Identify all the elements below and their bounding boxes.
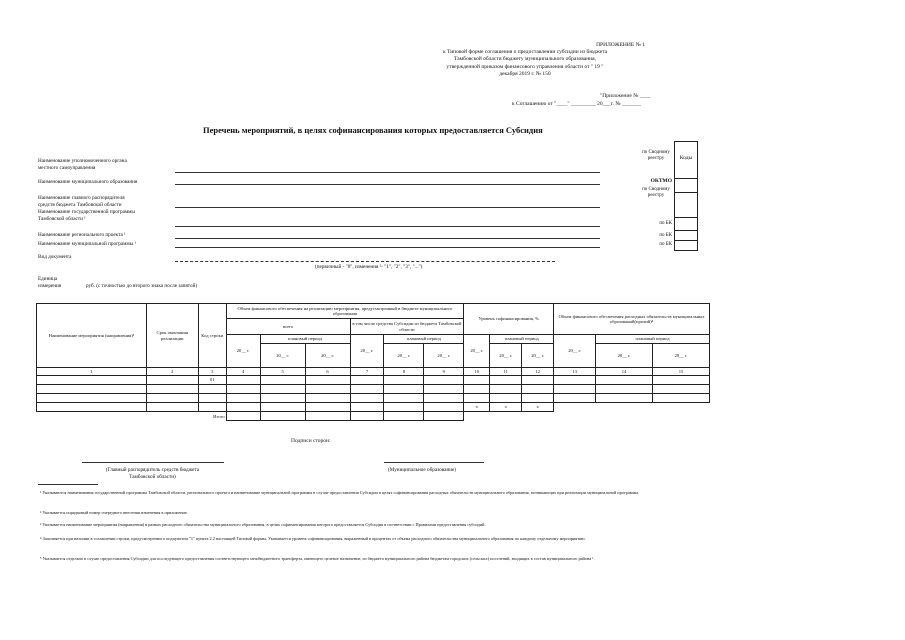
col-num: 6 — [305, 368, 350, 376]
header-event: Наименование мероприятия (направления)³ — [37, 304, 147, 368]
col-num: 11 — [490, 368, 522, 376]
col-num: 8 — [384, 368, 424, 376]
code-cell — [675, 192, 697, 217]
footnote-5: ⁵ Указывается отдельно в случае предоставления Субсидии для последующего предоставления соответствующего межбюджетного трансферта, имеющего целевое назначение, из бюджета муниципального района бюджетам городских (сельских) поселений, входящих в состав муниципального района ¹. — [40, 556, 595, 561]
year-cell: 20__ г. — [554, 335, 596, 368]
footnote-4: ⁴ Заполняется при наличии в соглашении строки, предусмотренного подпунктом "1" пункта 2.2 настоящей Типовой формы. Указывается уровень софинансирования, выраженный в процентах от объема расходного обязательства муниципального образования по каждому отдельному мероприятию. — [40, 536, 586, 541]
col-num: 3 — [198, 368, 226, 376]
year-cell: 20__ г. — [384, 344, 424, 368]
col-num: 12 — [522, 368, 554, 376]
header-level: Уровень софинансирования, % — [464, 304, 554, 335]
year-cell: 20__ г. — [424, 344, 464, 368]
signature-line-left — [82, 462, 224, 463]
header-subsidy: в том числе средства Субсидии из бюджета Тамбовской области — [350, 319, 464, 335]
year-cell: 20__ г. — [464, 335, 490, 368]
year-cell: 20__ г. — [653, 344, 710, 368]
code-cell — [675, 240, 697, 250]
codes-header-cell: Коды — [679, 155, 693, 161]
header-volume: Объем финансового обеспечения на реализацию мероприятия, предусмотренный в бюджете муниципального образования — [226, 304, 464, 319]
doc-type-note: (первичный - "0", изменения ²- "1", "2", "3", "...") — [315, 264, 423, 270]
column-numbers-row — [37, 368, 710, 376]
header-term: Срок окончания реализации — [146, 304, 198, 368]
col-num: 13 — [554, 368, 596, 376]
agreement-reference: к Соглашению от "____" _________ 20___г. № _______ — [512, 101, 642, 107]
fill-line — [175, 261, 555, 262]
signatures-title: Подписи сторон: — [291, 438, 331, 444]
codes-box — [674, 141, 698, 251]
col-num: 7 — [350, 368, 384, 376]
col-num: 14 — [596, 368, 653, 376]
signature-line-right — [384, 462, 484, 463]
signature-right-label: (Муниципальное образование) — [388, 467, 457, 473]
table-row — [37, 376, 710, 385]
level-x: x — [464, 403, 490, 412]
field-label-regional-project: Наименование регионального проекта ¹ — [38, 232, 126, 238]
field-label-municipal-program: Наименование муниципальной программы ¹ — [38, 241, 137, 247]
footnote-2: ² Указывается порядковый номер очередного внесения изменения в приложение. — [40, 510, 188, 515]
fill-line — [175, 184, 600, 185]
footnote-3: ³ Указывается наименование мероприятия (направления) в рамках расходного обязательства муниципального образования, в целях софинансирования которого предоставляется Субсидия в соответствии с Правилами предоставления субсидий. — [40, 522, 486, 527]
row-code: 01 — [198, 376, 226, 385]
unit-value: руб. (с точностью до второго знака после запятой) — [86, 283, 198, 289]
col-num: 4 — [226, 368, 260, 376]
fill-line — [175, 226, 600, 227]
header-line: утвержденной приказом финансового управления области от " 19 " — [446, 63, 604, 70]
header-obligations: Объем финансового обеспечения расходных обязательств муниципальных образований(прочий)⁴ — [554, 304, 710, 335]
col-num: 10 — [464, 368, 490, 376]
year-cell: 20__ г. — [305, 344, 350, 368]
year-cell: 20__ г. — [226, 335, 260, 368]
field-label-authority: Наименование уполномоченного органа местного самоуправления — [38, 158, 127, 171]
header-code: Код строки — [198, 304, 226, 368]
plan-period: плановый период — [490, 335, 554, 344]
signature-left-label: (Главный распорядитель средств бюджета Тамбовской области) — [105, 467, 200, 480]
col-num: 2 — [146, 368, 198, 376]
code-label-oktmo: ОКТМО — [650, 178, 672, 184]
fill-line — [175, 247, 600, 248]
code-cell — [675, 217, 697, 230]
year-cell: 20__ г. — [490, 344, 522, 368]
plan-period: плановый период — [260, 335, 350, 344]
appendix-title: ПРИЛОЖЕНИЕ № 1 — [596, 42, 645, 48]
code-cell — [675, 230, 697, 240]
footnote-1: ¹ Указываются наименования государственной программы Тамбовской области, регионального проекта и наименование муниципальной программы в случае предоставления Субсидии в целях софинансирования расходных обязательств муниципального образования, возникающих при реализации муниципальной программы. — [40, 490, 640, 495]
footnote-separator — [38, 484, 98, 485]
code-cell — [675, 178, 697, 192]
code-label-registry: по Сводному реестру — [642, 150, 670, 161]
code-label-bk: по БК — [659, 242, 672, 247]
annex-number: "Приложение № ____ — [600, 93, 651, 99]
code-label-registry-2: по Сводному реестру — [642, 187, 670, 198]
table-row — [37, 385, 710, 394]
field-label-state-program: Наименование государственной программы Тамбовской области ¹ — [38, 209, 135, 222]
appendix-header — [360, 42, 690, 78]
header-line: к Типовой форме соглашения о предоставлении субсидии из бюджета — [442, 49, 608, 56]
total-row — [37, 412, 710, 421]
level-x: x — [490, 403, 522, 412]
plan-period: плановый период — [384, 335, 464, 344]
plan-period: плановый период — [596, 335, 710, 344]
field-label-budget-manager: Наименование главного распорядителя средств бюджета Тамбовской области — [38, 195, 125, 208]
col-num: 9 — [424, 368, 464, 376]
fill-line — [175, 207, 600, 208]
events-table — [36, 303, 710, 421]
fill-line — [175, 172, 600, 173]
year-cell: 20__ г. — [522, 344, 554, 368]
col-num: 1 — [37, 368, 147, 376]
code-label-bk: по БК — [659, 233, 672, 238]
header-line: Тамбовской области бюджету муниципального образования, — [454, 56, 596, 63]
header-total: всего — [226, 319, 350, 335]
year-cell: 20__ г. — [260, 344, 305, 368]
level-x: x — [522, 403, 554, 412]
col-num: 5 — [260, 368, 305, 376]
field-label-doc-type: Вид документа — [38, 254, 72, 260]
header-line: декабря 2019 г. № 150 — [499, 70, 551, 77]
fill-line — [175, 238, 600, 239]
page-title: Перечень мероприятий, в целях софинансирования которых предоставляется Субсидия — [203, 125, 543, 135]
year-cell: 20__ г. — [596, 344, 653, 368]
unit-label: Единица измерения — [38, 276, 62, 289]
total-label: Итого — [37, 412, 227, 421]
field-label-municipality: Наименование муниципального образования — [38, 179, 138, 185]
code-label-bk: по БК — [659, 221, 672, 226]
year-cell: 20__ г. — [350, 335, 384, 368]
col-num: 15 — [653, 368, 710, 376]
table-row — [37, 394, 710, 403]
table-row — [37, 403, 710, 412]
